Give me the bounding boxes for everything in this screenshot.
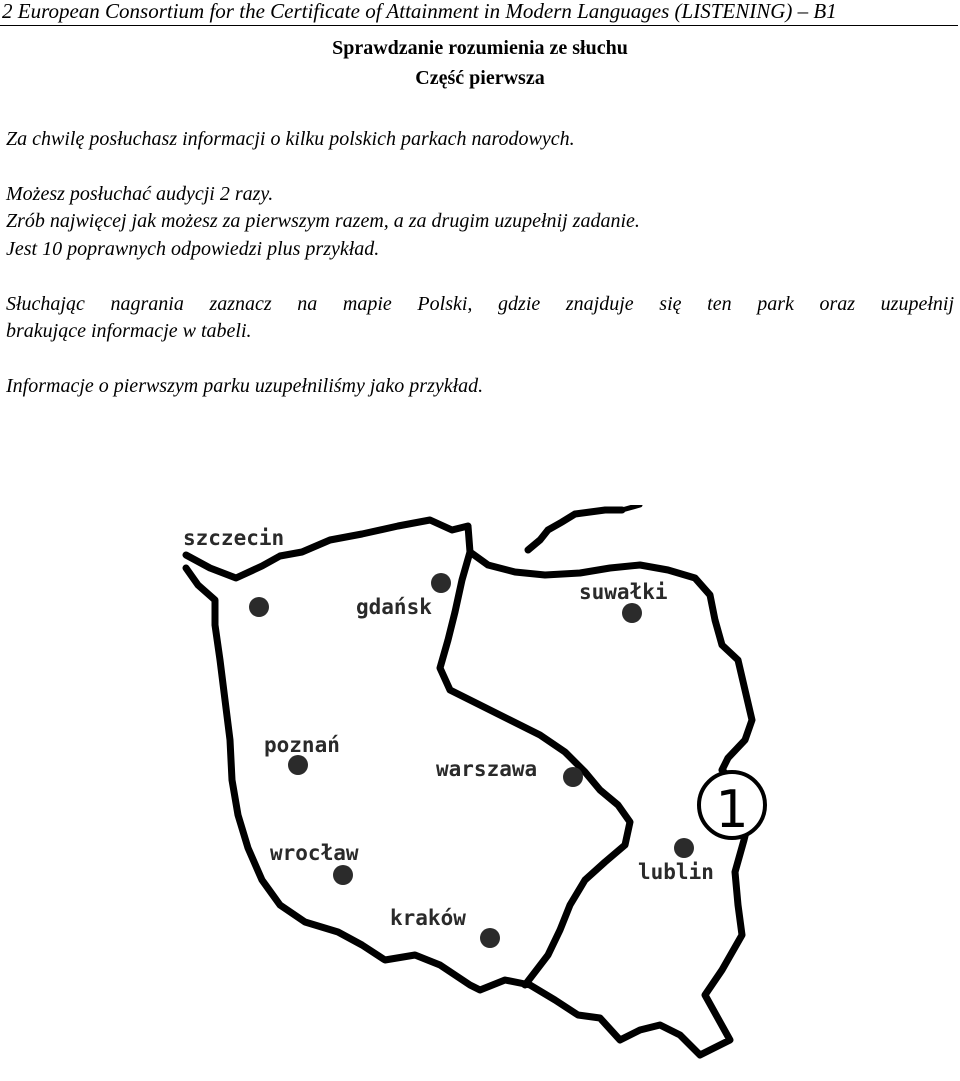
city-label-poznan: poznań xyxy=(264,733,340,757)
example-marker-number: 1 xyxy=(715,780,749,840)
example-note-text: Informacje o pierwszym parku uzupełniliśmy jako przykład. xyxy=(6,375,484,397)
task-text-line2: brakujące informacje w tabeli. xyxy=(6,320,252,342)
city-label-suwalki: suwałki xyxy=(579,580,668,604)
city-label-lublin: lublin xyxy=(638,860,714,884)
city-dot-szczecin xyxy=(249,597,269,617)
do-most-text: Zrób najwięcej jak możesz za pierwszym razem, a za drugim uzupełnij zadanie. xyxy=(6,210,640,232)
city-dot-krakow xyxy=(480,928,500,948)
header-text: 2 European Consortium for the Certificate of Attainment in Modern Languages (LISTENING) – B1 xyxy=(2,0,837,23)
page-header xyxy=(0,0,958,26)
city-label-warszawa: warszawa xyxy=(436,757,538,781)
city-dot-poznan xyxy=(288,755,308,775)
answers-count-text: Jest 10 poprawnych odpowiedzi plus przykład. xyxy=(6,238,380,260)
northern-border-fragment xyxy=(528,510,622,550)
task-text-line1: Słuchając nagrania zaznacz na mapie Polski, gdzie znajduje się ten park oraz uzupełnij xyxy=(6,293,954,315)
section-subtitle: Część pierwsza xyxy=(415,67,545,89)
listen-twice-text: Możesz posłuchać audycji 2 razy. xyxy=(6,183,274,205)
section-title: Sprawdzanie rozumienia ze słuchu xyxy=(332,37,628,59)
city-dot-wroclaw xyxy=(333,865,353,885)
city-dot-lublin xyxy=(674,838,694,858)
northern-border-fragment-2 xyxy=(622,505,640,510)
city-label-krakow: kraków xyxy=(390,906,466,930)
city-dot-gdansk xyxy=(431,573,451,593)
city-label-szczecin: szczecin xyxy=(183,526,285,550)
intro-text: Za chwilę posłuchasz informacji o kilku polskich parkach narodowych. xyxy=(6,128,575,150)
city-label-gdansk: gdańsk xyxy=(356,595,432,619)
city-label-wroclaw: wrocław xyxy=(270,841,359,865)
city-dot-warszawa xyxy=(563,767,583,787)
city-dot-suwalki xyxy=(622,603,642,623)
poland-map[interactable] xyxy=(175,505,960,1081)
